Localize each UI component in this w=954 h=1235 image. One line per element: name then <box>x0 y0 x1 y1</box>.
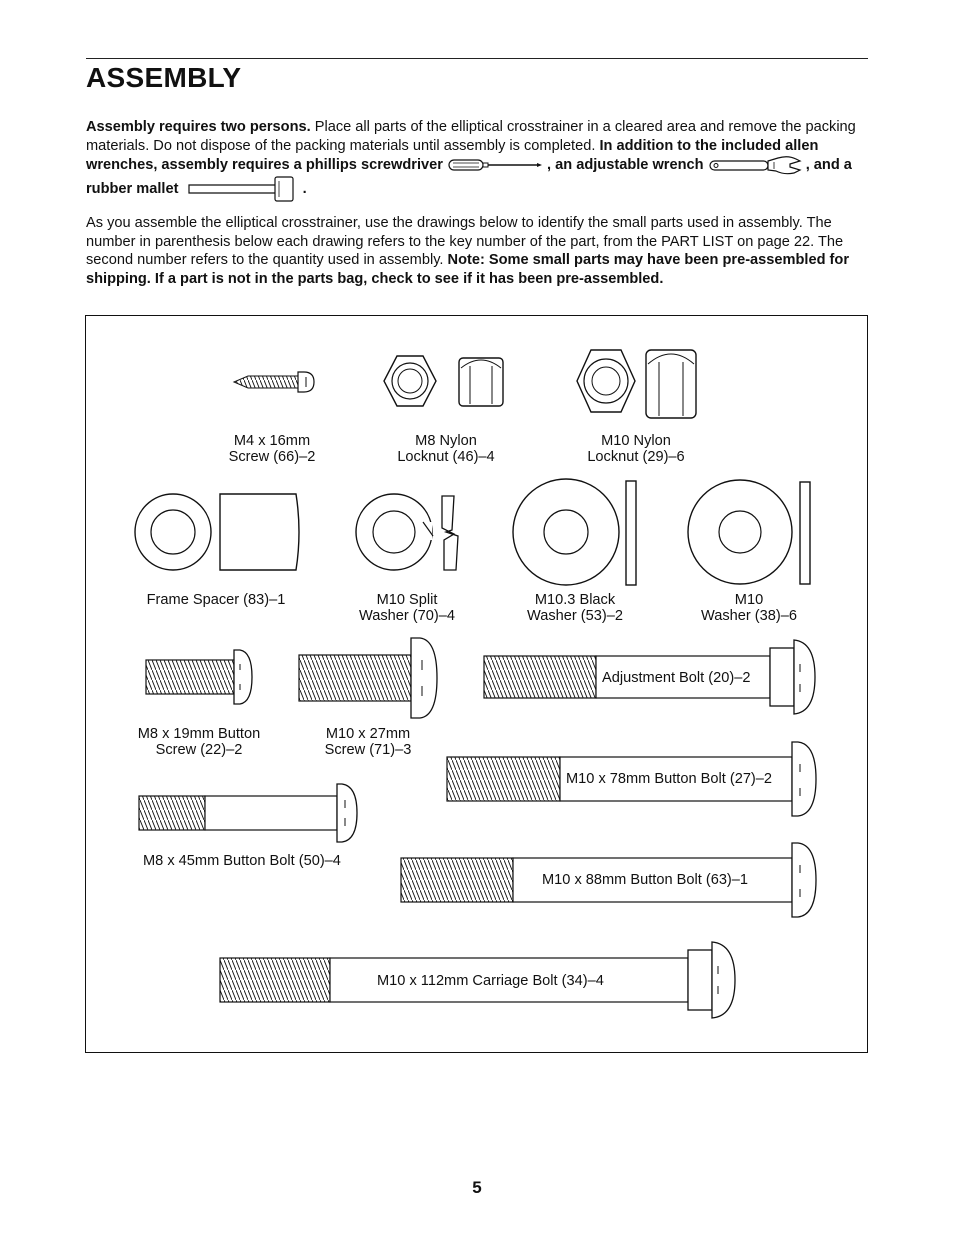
page-number: 5 <box>472 1178 482 1197</box>
label-adj-20: Adjustment Bolt (20)–2 <box>602 670 751 686</box>
label-washer-38: M10 Washer (38)–6 <box>701 592 797 624</box>
label-bolt-63: M10 x 88mm Button Bolt (63)–1 <box>542 872 749 888</box>
locknut-29-drawing <box>577 350 696 418</box>
label-carriage-34: M10 x 112mm Carriage Bolt (34)–4 <box>377 973 604 989</box>
label-black-53: M10.3 Black Washer (53)–2 <box>527 592 623 624</box>
button-screw-71-drawing <box>299 638 437 718</box>
intro-bold-1: Assembly requires two persons. <box>86 119 311 135</box>
intro-bold-3: , an adjustable wrench <box>547 156 704 173</box>
button-bolt-50-drawing <box>139 784 357 842</box>
label-locknut-29: M10 Nylon Locknut (29)–6 <box>587 433 685 465</box>
screw-66-drawing <box>234 372 314 392</box>
button-screw-22-drawing <box>146 650 252 704</box>
intro-text-1: Place all parts of the elliptical crosstrainer in a cleared area and remove the packing materials. Do not dispose of the packing materials until assembly is completed. <box>86 119 856 154</box>
parts-paragraph-note: Note: Some small parts may have been pre-assembled for shipping. If a part is not in the parts bag, check to see if it has been pre-assembled. <box>86 252 850 287</box>
locknut-46-drawing <box>384 356 503 406</box>
label-screw-66: M4 x 16mm Screw (66)–2 <box>228 433 316 465</box>
label-bolt-27: M10 x 78mm Button Bolt (27)–2 <box>566 771 773 787</box>
parts-paragraph-text: As you assemble the elliptical crosstrainer, use the drawings below to identify the small parts used in assembly. The number in parenthesis below each drawing refers to the key number of the part, from the PART LIST on page 22. The second number refers to the quantity used in assembly. <box>86 215 844 268</box>
frame-spacer-83-drawing <box>135 494 299 570</box>
intro-bold-5: . <box>302 180 307 197</box>
label-button-71: M10 x 27mm Screw (71)–3 <box>324 726 412 758</box>
black-washer-53-drawing <box>513 479 636 585</box>
label-split-70: M10 Split Washer (70)–4 <box>359 592 455 624</box>
label-bolt-50: M8 x 45mm Button Bolt (50)–4 <box>143 853 341 869</box>
label-locknut-46: M8 Nylon Locknut (46)–4 <box>397 433 495 465</box>
intro-bold-2: In addition to the included allen wrenches, assembly requires a phillips screwdriver <box>86 137 819 173</box>
washer-38-drawing <box>688 480 810 584</box>
split-washer-70-drawing <box>356 494 458 570</box>
label-button-22: M8 x 19mm Button Screw (22)–2 <box>137 726 261 758</box>
intro-bold-4: , and a rubber mallet <box>86 156 852 197</box>
page-title: ASSEMBLY <box>86 62 242 93</box>
label-spacer-83: Frame Spacer (83)–1 <box>146 592 286 608</box>
